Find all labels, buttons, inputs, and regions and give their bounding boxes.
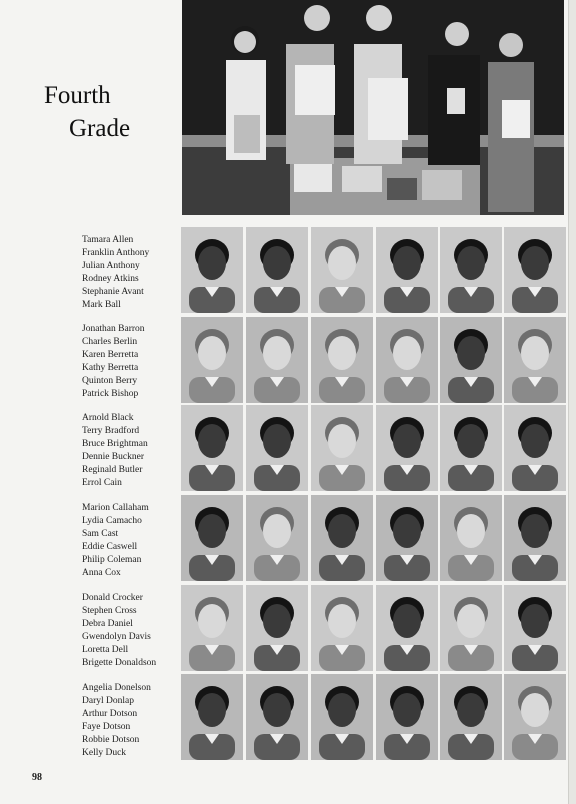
student-portrait [504, 585, 566, 671]
student-name: Quinton Berry [82, 375, 138, 386]
student-name: Angelia Donelson [82, 683, 151, 693]
student-name: Julian Anthony [82, 260, 140, 271]
student-portrait [376, 674, 438, 760]
student-portrait [440, 585, 502, 671]
student-name: Dennie Buckner [82, 451, 144, 462]
student-name: Charles Berlin [82, 336, 138, 347]
student-name: Philip Coleman [82, 554, 142, 565]
student-name: Eddie Caswell [82, 541, 138, 552]
student-portrait [181, 317, 243, 403]
student-portrait [181, 405, 243, 491]
student-portrait [246, 227, 308, 313]
name-group [82, 234, 149, 311]
student-name: Rodney Atkins [82, 273, 139, 284]
student-portrait [311, 585, 373, 671]
student-portrait [181, 227, 243, 313]
student-portrait [246, 317, 308, 403]
student-name: Loretta Dell [82, 644, 129, 655]
name-group [82, 592, 156, 669]
student-portrait [181, 495, 243, 581]
student-portrait [376, 585, 438, 671]
name-group [82, 412, 148, 489]
student-portrait [181, 674, 243, 760]
student-name: Faye Dotson [82, 721, 131, 732]
student-name: Gwendolyn Davis [82, 631, 151, 642]
student-name: Daryl Donlap [82, 695, 134, 706]
student-portrait [440, 405, 502, 491]
student-name: Marion Callaham [82, 503, 149, 513]
student-portrait [440, 674, 502, 760]
student-name: Jonathan Barron [82, 324, 145, 334]
student-name: Errol Cain [82, 477, 122, 488]
student-portrait [246, 585, 308, 671]
student-name: Debra Daniel [82, 618, 133, 629]
name-group [82, 323, 145, 400]
student-name: Brigette Donaldson [82, 657, 157, 668]
student-portrait [311, 317, 373, 403]
student-portrait [311, 227, 373, 313]
student-portrait [246, 495, 308, 581]
student-name: Arnold Black [82, 413, 134, 423]
student-portrait [246, 674, 308, 760]
student-name: Terry Bradford [82, 425, 140, 436]
student-name: Stephen Cross [82, 605, 137, 616]
student-name: Kelly Duck [82, 747, 127, 758]
name-group [82, 502, 149, 579]
student-name: Sam Cast [82, 528, 119, 539]
student-portrait [181, 585, 243, 671]
student-name: Bruce Brightman [82, 438, 148, 449]
student-name: Patrick Bishop [82, 388, 139, 399]
student-name: Mark Ball [82, 299, 121, 310]
page-edge [568, 0, 576, 804]
student-portrait [504, 674, 566, 760]
student-name: Franklin Anthony [82, 247, 150, 258]
student-portrait [311, 674, 373, 760]
student-portrait [440, 495, 502, 581]
student-name: Lydia Camacho [82, 515, 142, 526]
student-name: Robbie Dotson [82, 734, 140, 745]
student-portrait [376, 405, 438, 491]
student-portrait [504, 495, 566, 581]
student-name: Kathy Berretta [82, 362, 139, 373]
student-portrait [504, 405, 566, 491]
student-name: Stephanie Avant [82, 286, 144, 297]
name-group [82, 682, 151, 759]
student-portrait [376, 227, 438, 313]
student-portrait [504, 227, 566, 313]
student-portrait [311, 405, 373, 491]
class-group-photo [182, 0, 564, 215]
page-number: 98 [32, 772, 42, 783]
student-name: Tamara Allen [82, 235, 134, 245]
student-portrait [246, 405, 308, 491]
student-name: Reginald Butler [82, 464, 143, 475]
student-portrait [311, 495, 373, 581]
student-portrait [440, 227, 502, 313]
student-name: Donald Crocker [82, 593, 143, 603]
student-portrait [440, 317, 502, 403]
student-portrait [376, 495, 438, 581]
student-name: Anna Cox [82, 567, 121, 578]
student-portrait [376, 317, 438, 403]
page-title-line2: Grade [69, 115, 131, 142]
student-name: Karen Berretta [82, 349, 139, 360]
student-portrait [504, 317, 566, 403]
student-name: Arthur Dotson [82, 708, 138, 719]
page-title-line1: Fourth [44, 82, 111, 109]
